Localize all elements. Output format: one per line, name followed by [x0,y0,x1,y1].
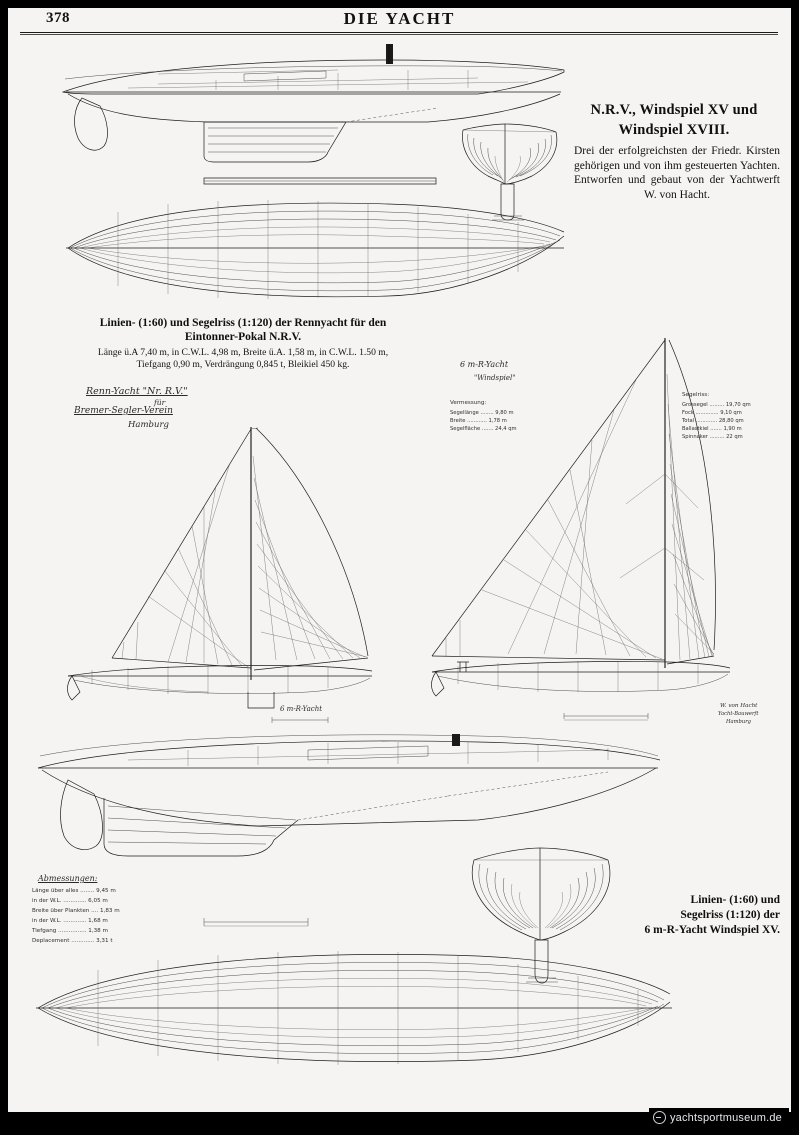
page-number: 378 [46,10,70,26]
left-plan-title-line2: für [154,398,166,407]
lower-body-plan [472,848,610,983]
right-table-right-row-1: Fock .............. 9,10 qm [682,410,742,416]
right-plan-title-line2: "Windspiel" [474,374,516,382]
right-plan-title-line1: 6 m-R-Yacht [460,360,509,369]
top-halfbreadth-plan [66,178,564,299]
top-body-plan [462,124,556,220]
scanned-page-sheet [8,8,791,1112]
right-table-right-row-0: Grossegel ......... 19,70 qm [682,402,751,408]
caption-one-tonner-line2: Eintonner-Pokal N.R.V. [184,331,302,343]
right-table-left-row-1: Breite ............ 1,78 m [450,418,507,424]
right-table-right-row-2: Total ............. 28,80 qm [682,418,744,424]
right-table-right-row-4: Spinnaker ......... 22 qm [682,434,743,440]
caption-windspiel-xv [608,893,780,938]
lower-plan-label: 6 m-R-Yacht [280,705,323,713]
article-intro: Drei der erfolgreichsten der Friedr. Kirsten gehörigen und von ihm gesteuerten Yachten. Entworfen und gebaut von der Yachtwerft W. von Hacht. [574,145,780,201]
caption-one-tonner-specs [48,347,438,370]
right-table-right-row-3: Ballastkiel ....... 1,90 m [682,426,742,432]
left-plan-title-line3: Bremer-Segler-Verein [74,406,173,416]
dimension-row-2: Breite über Plankten .... 1,83 m [32,908,120,914]
right-table-left-row-2: Segelfläche ....... 24,4 qm [450,426,517,432]
caption-windspiel-line3: 6 m-R-Yacht Windspiel XV. [644,924,780,936]
header-rule [20,32,778,33]
signature-line2: Yacht-Bauwerft [718,711,759,717]
article-title [568,100,780,140]
caption-windspiel-line1: Linien- (1:60) und [690,894,780,906]
caption-one-tonner [48,316,438,344]
caption-one-tonner-line1: Linien- (1:60) und Segelriss (1:120) der Rennyacht für den [99,317,387,329]
signature-line3: Hamburg [726,719,751,725]
globe-icon [653,1111,666,1124]
lower-halfbreadth-plan [36,951,672,1065]
top-profile-plan [63,44,564,162]
dimension-row-0: Länge über alles ........ 9,45 m [32,888,116,894]
caption-specs-line1: Länge ü.A 7,40 m, in C.W.L. 4,98 m, Breite ü.A. 1,58 m, in C.W.L. 1.50 m, [97,347,389,358]
caption-windspiel-line2: Segelriss (1:120) der [680,909,780,921]
dimension-row-1: in der W.L. ............. 6,05 m [32,898,108,904]
left-sail-plan [68,427,373,708]
dimension-row-3: in der W.L. ............. 1,68 m [32,918,108,924]
dimension-row-4: Tiefgang ................ 1,38 m [32,928,108,934]
header-rule-secondary [20,34,778,35]
scale-bars [204,713,648,926]
masthead-title: DIE YACHT [343,9,456,28]
signature-line1: W. von Hacht [720,703,758,709]
caption-specs-line2: Tiefgang 0,90 m, Verdrängung 0,845 t, Bleikiel 450 kg. [136,358,350,370]
dimension-row-5: Deplacement ............. 3,31 t [32,938,113,944]
left-plan-title-line1: Renn-Yacht "Nr. R.V." [86,386,188,397]
right-table-left-row-0: Segellänge ........ 9,80 m [450,410,514,416]
lower-profile-plan [38,734,660,856]
right-table-right-head: Segelriss: [682,392,710,398]
article-title-line1: N.R.V., Windspiel XV und [590,102,758,118]
watermark-text: yachtsportmuseum.de [669,1111,782,1124]
dimension-table-head: Abmessungen: [38,874,98,883]
right-table-left-head: Vermessung: [450,400,487,406]
left-plan-title-line4: Hamburg [128,420,169,430]
site-watermark [649,1108,789,1127]
article-title-line2: Windspiel XVIII. [618,122,730,138]
